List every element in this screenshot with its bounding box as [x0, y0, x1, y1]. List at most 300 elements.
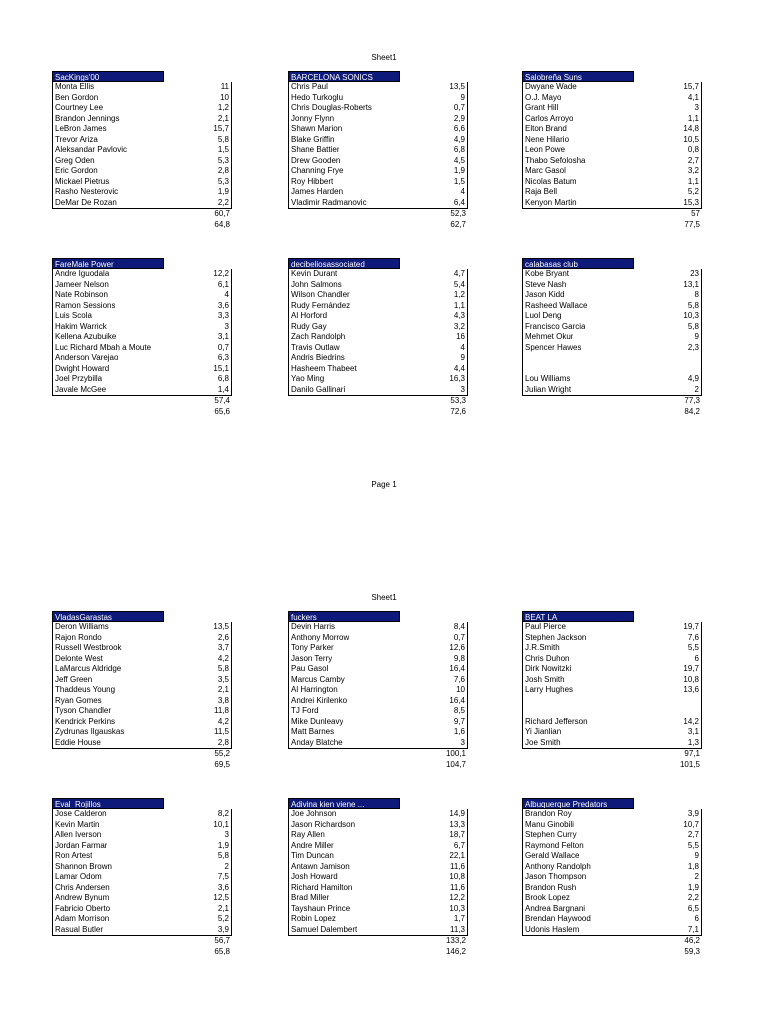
player-name: Brandon Jennings [55, 113, 120, 123]
player-name: Marcus Camby [291, 674, 345, 684]
player-row [289, 872, 467, 883]
player-name: Jonny Flynn [291, 113, 335, 123]
player-value: 13,6 [683, 685, 699, 694]
player-value: 3,1 [217, 332, 229, 341]
player-value: 6,7 [453, 840, 465, 850]
team-table [52, 71, 232, 230]
player-name: Ray Allen [291, 830, 325, 839]
player-row [523, 322, 701, 333]
player-value: 5,5 [687, 643, 699, 652]
player-name: Kevin Martin [55, 819, 100, 829]
player-value: 4,9 [687, 374, 699, 383]
player-value: 4 [460, 342, 465, 352]
player-value: 7,5 [217, 872, 229, 881]
player-name: Andris Biedrins [291, 353, 345, 362]
team-table [522, 258, 702, 417]
player-value: 22,1 [449, 851, 465, 860]
roster-rows [522, 269, 702, 396]
total-value: 77,5 [684, 219, 700, 229]
player-name: Andrei Kirilenko [291, 695, 348, 705]
player-value: 0,7 [217, 342, 229, 352]
player-row [523, 364, 701, 375]
team-table [288, 798, 468, 957]
player-name: Jose Calderon [55, 809, 107, 818]
player-name: Wilson Chandler [291, 290, 350, 299]
player-row [523, 883, 701, 894]
player-row [523, 738, 701, 749]
player-name: Channing Frye [291, 166, 344, 175]
player-value: 6 [694, 653, 699, 663]
player-row [289, 675, 467, 686]
player-row [523, 675, 701, 686]
player-row [289, 622, 467, 633]
player-value: 2,3 [687, 342, 699, 352]
player-row [289, 269, 467, 280]
player-row [523, 135, 701, 146]
player-name: Paul Pierce [525, 622, 566, 631]
player-name: Tony Parker [291, 643, 334, 652]
player-value: 5,3 [217, 176, 229, 186]
player-value: 2,1 [217, 903, 229, 913]
player-name: Kellena Azubuike [55, 332, 117, 341]
player-name: Tim Duncan [291, 851, 334, 860]
team-table [522, 798, 702, 957]
player-value: 2,7 [687, 830, 699, 839]
player-name: Marc Gasol [525, 166, 566, 175]
player-name: Andrea Bargnani [525, 903, 586, 913]
player-name: Andre Miller [291, 840, 334, 850]
player-name: Antawn Jamison [291, 861, 350, 871]
player-row [523, 311, 701, 322]
player-value: 9,7 [453, 716, 465, 726]
player-name: Dwight Howard [55, 363, 110, 373]
player-row [289, 114, 467, 125]
player-name: Josh Howard [291, 872, 338, 881]
player-value: 1,5 [453, 176, 465, 186]
player-value: 18,7 [449, 830, 465, 839]
player-name: Brandon Rush [525, 882, 577, 892]
player-row [289, 332, 467, 343]
player-value: 5,8 [217, 664, 229, 673]
player-name: Rudy Gay [291, 321, 327, 331]
player-value: 4,2 [217, 716, 229, 726]
player-row [289, 103, 467, 114]
player-value: 9 [694, 851, 699, 860]
player-value: 6 [694, 914, 699, 923]
total-value: 64,8 [214, 219, 230, 229]
player-name: Jordan Farmar [55, 840, 108, 850]
player-value: 0,7 [453, 103, 465, 112]
player-name: Zydrunas Ilgauskas [55, 727, 125, 736]
player-value: 15,7 [213, 124, 229, 133]
player-row [53, 830, 231, 841]
player-value: 3 [460, 384, 465, 394]
player-name: DeMar De Rozan [55, 197, 117, 207]
player-row [53, 114, 231, 125]
player-name: Lou Williams [525, 374, 571, 383]
player-value: 10 [456, 685, 465, 694]
player-value: 23 [690, 269, 699, 278]
player-name: Steve Nash [525, 279, 567, 289]
player-row [289, 841, 467, 852]
player-value: 3,2 [453, 321, 465, 331]
player-value: 13,3 [449, 819, 465, 829]
player-row [523, 103, 701, 114]
player-value: 3,9 [217, 924, 229, 934]
player-value: 2,9 [453, 113, 465, 123]
player-name: Leon Powe [525, 145, 566, 154]
player-row [523, 124, 701, 135]
player-name: Russell Westbrook [55, 643, 122, 652]
player-row [289, 301, 467, 312]
player-name: Kevin Durant [291, 269, 338, 278]
player-value: 12,6 [449, 643, 465, 652]
player-value: 10,3 [683, 311, 699, 320]
player-row [53, 809, 231, 820]
player-name: Chris Duhon [525, 653, 570, 663]
player-row [53, 841, 231, 852]
player-row [53, 664, 231, 675]
player-name: Brook Lopez [525, 893, 570, 902]
player-value: 4,4 [453, 363, 465, 373]
total-value: 69,5 [214, 759, 230, 769]
player-value: 11 [220, 82, 229, 91]
player-name: Jeff Green [55, 674, 93, 684]
player-row [53, 269, 231, 280]
player-name: Nicolas Batum [525, 176, 577, 186]
player-name: Delonte West [55, 653, 103, 663]
player-value: 9,8 [453, 653, 465, 663]
player-row [289, 633, 467, 644]
player-row [53, 82, 231, 93]
roster-rows [288, 809, 468, 936]
player-value: 3,6 [217, 882, 229, 892]
team-table [522, 71, 702, 230]
player-name: Javale McGee [55, 384, 107, 394]
player-row [523, 280, 701, 291]
player-value: 5,8 [687, 321, 699, 331]
player-row [53, 622, 231, 633]
player-row [53, 322, 231, 333]
player-value: 6,6 [453, 124, 465, 133]
player-name: Hakim Warrick [55, 321, 107, 331]
player-name: Dwyane Wade [525, 82, 577, 91]
player-row [289, 706, 467, 717]
player-row [523, 841, 701, 852]
player-row [53, 738, 231, 749]
player-value: 11,5 [214, 727, 229, 736]
player-row [53, 364, 231, 375]
team-name-header: FareMale Power [52, 258, 164, 269]
player-row [53, 311, 231, 322]
player-value: 12,5 [213, 893, 229, 902]
player-name: Joel Przybilla [55, 374, 103, 383]
team-name-header: SacKings'00 [52, 71, 164, 82]
player-row [289, 727, 467, 738]
subtotal-value: 100,1 [445, 749, 466, 758]
player-name: Jason Thompson [525, 872, 587, 881]
player-value: 15,1 [213, 363, 229, 373]
player-row [523, 166, 701, 177]
player-row [523, 187, 701, 198]
roster-rows [288, 269, 468, 396]
player-value: 6,8 [217, 374, 229, 383]
player-row [289, 93, 467, 104]
player-name: Andre Iguodala [55, 269, 110, 278]
player-value: 5,5 [687, 840, 699, 850]
roster-rows [288, 82, 468, 209]
player-row [523, 385, 701, 396]
player-name: Raja Bell [525, 187, 558, 196]
player-name: Travis Outlaw [291, 342, 340, 352]
player-name: Robin Lopez [291, 914, 336, 923]
player-name: Richard Hamilton [291, 882, 353, 892]
total-value: 104,7 [445, 759, 466, 769]
total-value: 65,6 [214, 406, 230, 416]
player-value: 3,6 [217, 300, 229, 310]
player-row [289, 643, 467, 654]
player-value: 9 [460, 353, 465, 362]
player-row [53, 301, 231, 312]
player-value: 2 [224, 861, 229, 871]
player-name: Chris Douglas-Roberts [291, 103, 372, 112]
player-value: 9 [694, 332, 699, 341]
player-row [53, 93, 231, 104]
roster-rows [522, 82, 702, 209]
player-value: 2,2 [687, 893, 699, 902]
player-name: Luis Scola [55, 311, 92, 320]
page-number: Page 1 [371, 480, 397, 489]
player-value: 4,9 [453, 134, 465, 144]
player-row [523, 654, 701, 665]
player-row [53, 685, 231, 696]
player-value: 4,3 [453, 311, 465, 320]
player-row [523, 145, 701, 156]
player-row [523, 893, 701, 904]
player-name: Dirk Nowitzki [525, 664, 572, 673]
player-value: 1,8 [687, 861, 699, 871]
total-value: 146,2 [445, 946, 466, 956]
player-name: Stephen Curry [525, 830, 577, 839]
player-value: 10,3 [449, 903, 465, 913]
player-row [523, 685, 701, 696]
player-row [53, 385, 231, 396]
player-row [289, 925, 467, 936]
player-row [289, 717, 467, 728]
player-value: 5,3 [217, 155, 229, 165]
player-value: 1,1 [687, 176, 699, 186]
player-name: Brad Miller [291, 893, 330, 902]
total-value: 101,5 [679, 759, 700, 769]
player-value: 3,7 [217, 643, 229, 652]
team-name-header: calabasas club [522, 258, 634, 269]
sheet-title: Sheet1 [371, 593, 397, 602]
subtotal-value: 55,2 [214, 749, 230, 758]
player-row [53, 156, 231, 167]
subtotal-value: 52,3 [450, 209, 466, 218]
player-name: Anderson Varejao [55, 353, 119, 362]
player-value: 8,5 [453, 706, 465, 715]
player-name: Jameer Nelson [55, 279, 109, 289]
player-value: 3,5 [217, 674, 229, 684]
team-table [52, 798, 232, 957]
team-name-header: BEAT LA [522, 611, 634, 622]
player-name: Nate Robinson [55, 290, 108, 299]
player-row [53, 820, 231, 831]
player-row [289, 696, 467, 707]
player-name: Brandon Roy [525, 809, 572, 818]
player-row [289, 290, 467, 301]
player-name: Courtney Lee [55, 103, 104, 112]
player-row [53, 124, 231, 135]
player-row [289, 124, 467, 135]
player-name: Luc Richard Mbah a Moute [55, 342, 152, 352]
player-value: 5,8 [217, 851, 229, 860]
player-name: Gerald Wallace [525, 851, 580, 860]
player-value: 4 [460, 187, 465, 196]
player-name: Anday Blatche [291, 737, 343, 747]
player-name: Kenyon Martin [525, 197, 577, 207]
team-table [52, 611, 232, 770]
player-row [523, 82, 701, 93]
player-row [289, 385, 467, 396]
player-name: O.J. Mayo [525, 92, 562, 102]
player-value: 14,8 [683, 124, 699, 133]
player-row [53, 862, 231, 873]
team-table [288, 611, 468, 770]
player-name: Hedo Turkoglu [291, 92, 344, 102]
team-name-header: Salobreña Suns [522, 71, 634, 82]
player-row [523, 925, 701, 936]
player-name: Joe Smith [525, 737, 561, 747]
player-row [523, 332, 701, 343]
player-name: Thaddeus Young [55, 685, 116, 694]
team-name-header: BARCELONA SONICS [288, 71, 400, 82]
player-name: Chris Andersen [55, 882, 110, 892]
player-row [523, 633, 701, 644]
player-name: Elton Brand [525, 124, 567, 133]
player-name: Al Harrington [291, 685, 338, 694]
player-row [53, 883, 231, 894]
player-value: 3 [224, 321, 229, 331]
subtotal-value: 97,1 [684, 749, 700, 758]
player-row [523, 851, 701, 862]
player-value: 16,4 [449, 664, 465, 673]
player-row [289, 830, 467, 841]
player-value: 0,8 [687, 145, 699, 154]
subtotal-value: 60,7 [214, 209, 230, 218]
player-row [289, 664, 467, 675]
team-table [52, 258, 232, 417]
player-row [53, 727, 231, 738]
player-row [53, 717, 231, 728]
player-name: Ben Gordon [55, 92, 99, 102]
player-value: 8,4 [453, 622, 465, 631]
player-row [53, 374, 231, 385]
player-row [289, 187, 467, 198]
player-value: 5,8 [217, 134, 229, 144]
player-name: Zach Randolph [291, 332, 346, 341]
player-name: Jason Terry [291, 653, 333, 663]
player-name: Rajon Rondo [55, 632, 102, 642]
player-name: Luol Deng [525, 311, 562, 320]
player-row [289, 809, 467, 820]
player-value: 13,5 [213, 622, 229, 631]
player-value: 4,7 [453, 269, 465, 278]
player-name: Kobe Bryant [525, 269, 570, 278]
player-row [523, 290, 701, 301]
player-value: 2,1 [217, 113, 229, 123]
player-row [289, 820, 467, 831]
player-name: Eddie House [55, 737, 101, 747]
player-name: Aleksandar Pavlovic [55, 145, 128, 154]
total-value: 84,2 [684, 406, 700, 416]
player-row [53, 353, 231, 364]
player-value: 5,4 [453, 279, 465, 289]
player-name: Mike Dunleavy [291, 716, 344, 726]
player-row [53, 145, 231, 156]
roster-rows [52, 809, 232, 936]
player-row [523, 301, 701, 312]
player-name: Monta Ellis [55, 82, 95, 91]
player-value: 8,2 [217, 809, 229, 818]
player-name: Adam Morrison [55, 914, 110, 923]
player-name: Danilo Gallinari [291, 384, 346, 394]
player-value: 2,7 [687, 155, 699, 165]
player-name: Francisco Garcia [525, 321, 586, 331]
player-value: 1,3 [687, 737, 699, 747]
player-row [53, 187, 231, 198]
player-value: 3,8 [217, 695, 229, 705]
player-value: 1,5 [217, 145, 229, 154]
player-name: Josh Smith [525, 674, 565, 684]
player-row [289, 893, 467, 904]
player-name: Udonis Haslem [525, 924, 580, 934]
player-row [523, 343, 701, 354]
player-row [289, 322, 467, 333]
subtotal-value: 133,2 [445, 936, 466, 945]
player-value: 1,1 [687, 113, 699, 123]
player-value: 3,9 [687, 809, 699, 818]
player-name: Tyson Chandler [55, 706, 112, 715]
player-name: Rasual Butler [55, 924, 104, 934]
subtotal-value: 57,4 [214, 396, 230, 405]
player-name: Mehmet Okur [525, 332, 574, 341]
player-value: 6,4 [453, 197, 465, 207]
player-value: 1,9 [687, 882, 699, 892]
subtotal-value: 77,3 [684, 396, 700, 405]
player-row [289, 883, 467, 894]
player-value: 2 [694, 384, 699, 394]
player-name: Trevor Ariza [55, 134, 98, 144]
player-name: Jason Richardson [291, 819, 356, 829]
player-row [523, 198, 701, 209]
player-name: J.R.Smith [525, 643, 560, 652]
player-value: 5,8 [687, 300, 699, 310]
player-value: 11,6 [450, 861, 465, 871]
player-name: Nene Hilario [525, 134, 570, 144]
player-name: John Salmons [291, 279, 342, 289]
player-value: 1,9 [453, 166, 465, 175]
player-value: 14,2 [683, 716, 699, 726]
player-row [53, 706, 231, 717]
team-table [288, 71, 468, 230]
player-value: 10,5 [683, 134, 699, 144]
player-name: Rasho Nesterovic [55, 187, 119, 196]
player-row [289, 177, 467, 188]
player-name: Lamar Odom [55, 872, 102, 881]
player-value: 6,3 [217, 353, 229, 362]
